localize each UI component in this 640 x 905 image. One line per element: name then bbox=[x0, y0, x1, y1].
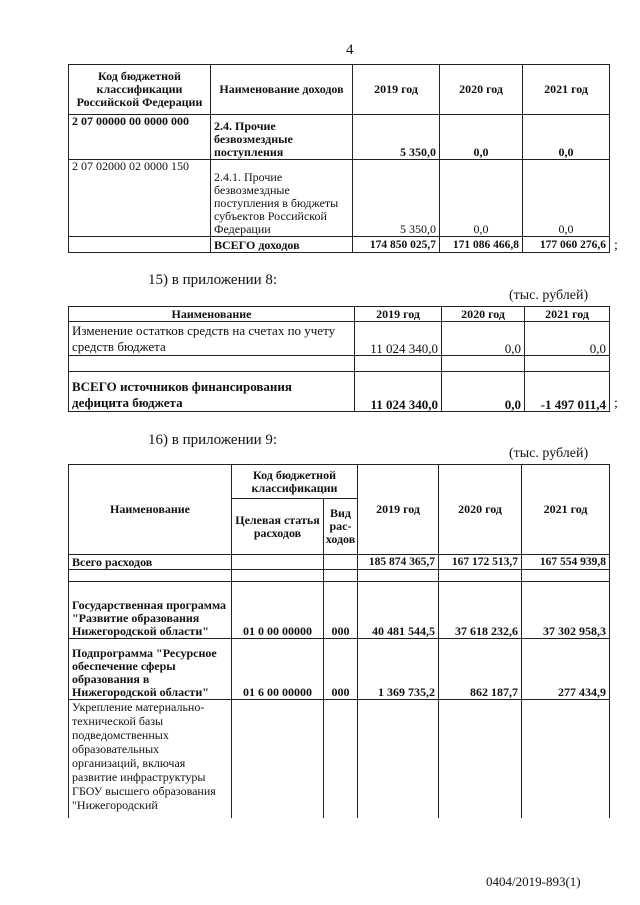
cell-2019: 40 481 544,5 bbox=[358, 582, 439, 639]
cell-name: 2.4. Прочие безвозмездные поступления bbox=[211, 115, 353, 160]
table-row-spacer bbox=[69, 356, 610, 372]
cell-2021: 0,0 bbox=[525, 322, 610, 356]
footer-document-code: 0404/2019-893(1) bbox=[486, 874, 581, 889]
cell-2021 bbox=[522, 700, 610, 818]
cell-code: 2 07 02000 02 0000 150 bbox=[69, 160, 211, 237]
header-2020: 2020 год bbox=[442, 307, 525, 322]
section15-end-mark: ; bbox=[614, 396, 618, 411]
table-row bbox=[69, 160, 610, 237]
cell-2021: 177 060 276,6 bbox=[523, 237, 610, 253]
cell-name: Государственная программа "Развитие образования Нижегородской области" bbox=[69, 582, 232, 639]
header-2021: 2021 год bbox=[525, 307, 610, 322]
cell-2019: 5 350,0 bbox=[353, 115, 440, 160]
section16-heading: 16) в приложении 9: bbox=[148, 432, 278, 448]
header-name: Наименование bbox=[69, 307, 355, 322]
cell-code bbox=[69, 237, 211, 253]
cell-2020: 171 086 466,8 bbox=[440, 237, 523, 253]
header-2021: 2021 год bbox=[523, 65, 610, 115]
cell-target: 01 0 00 00000 bbox=[232, 582, 324, 639]
cell-2020: 862 187,7 bbox=[439, 639, 522, 700]
cell-name: Укрепление материально-технической базы подведомственных образовательных организаций, включая развитие инфраструктуры ГБОУ высшего образования "Нижегородский bbox=[69, 700, 232, 818]
header-2019: 2019 год bbox=[358, 465, 439, 555]
cell-2020: 37 618 232,6 bbox=[439, 582, 522, 639]
cell-kind: 000 bbox=[324, 639, 358, 700]
header-2020: 2020 год bbox=[440, 65, 523, 115]
cell-2021: 37 302 958,3 bbox=[522, 582, 610, 639]
cell-2019: 185 874 365,7 bbox=[358, 555, 439, 570]
cell-2019: 5 350,0 bbox=[353, 160, 440, 237]
table-row bbox=[69, 322, 610, 356]
cell-2021: 167 554 939,8 bbox=[522, 555, 610, 570]
header-name: Наименование доходов bbox=[211, 65, 353, 115]
cell-kind: 000 bbox=[324, 582, 358, 639]
cell-2020: 0,0 bbox=[440, 115, 523, 160]
cell-code: 2 07 00000 00 0000 000 bbox=[69, 115, 211, 160]
cell-2019: 11 024 340,0 bbox=[355, 372, 442, 412]
table-row-spacer bbox=[69, 570, 610, 582]
cell-2019: 174 850 025,7 bbox=[353, 237, 440, 253]
cell-name: ВСЕГО доходов bbox=[211, 237, 353, 253]
table-row bbox=[69, 700, 610, 818]
table-row bbox=[69, 237, 610, 253]
cell-name: Подпрограмма "Ресурсное обеспечение сферы образования в Нижегородской области" bbox=[69, 639, 232, 700]
header-code-group: Код бюджетной классификации bbox=[232, 465, 358, 499]
cell-target bbox=[232, 555, 324, 570]
table1-end-mark: ; bbox=[614, 238, 618, 253]
cell-2021: 0,0 bbox=[523, 160, 610, 237]
income-table bbox=[68, 64, 610, 253]
cell-2020: 0,0 bbox=[440, 160, 523, 237]
expenses-table bbox=[68, 464, 610, 818]
section15-unit: (тыс. рублей) bbox=[509, 288, 589, 303]
cell-2020: 167 172 513,7 bbox=[439, 555, 522, 570]
cell-2019 bbox=[358, 700, 439, 818]
table-row bbox=[69, 639, 610, 700]
header-code: Код бюджетной классификации Российской Федерации bbox=[69, 65, 211, 115]
cell-2020: 0,0 bbox=[442, 322, 525, 356]
cell-name: 2.4.1. Прочие безвозмездные поступления в бюджеты субъектов Российской Федерации bbox=[211, 160, 353, 237]
table-row bbox=[69, 555, 610, 570]
cell-2021: -1 497 011,4 bbox=[525, 372, 610, 412]
header-2019: 2019 год bbox=[353, 65, 440, 115]
cell-name: ВСЕГО источников финансирования дефицита бюджета bbox=[69, 372, 355, 412]
header-name: Наименование bbox=[69, 465, 232, 555]
sources-table bbox=[68, 306, 610, 412]
header-2021: 2021 год bbox=[522, 465, 610, 555]
cell-2020: 0,0 bbox=[442, 372, 525, 412]
table-row bbox=[69, 115, 610, 160]
cell-2021: 277 434,9 bbox=[522, 639, 610, 700]
cell-2021: 0,0 bbox=[523, 115, 610, 160]
cell-name: Всего расходов bbox=[69, 555, 232, 570]
table-row bbox=[69, 582, 610, 639]
table-row bbox=[69, 372, 610, 412]
cell-name: Изменение остатков средств на счетах по учету средств бюджета bbox=[69, 322, 355, 356]
section15-heading: 15) в приложении 8: bbox=[148, 272, 278, 288]
cell-target bbox=[232, 700, 324, 818]
header-2020: 2020 год bbox=[439, 465, 522, 555]
header-kind: Вид рас-ходов bbox=[324, 499, 358, 555]
header-2019: 2019 год bbox=[355, 307, 442, 322]
header-target: Целевая статья расходов bbox=[232, 499, 324, 555]
cell-2019: 11 024 340,0 bbox=[355, 322, 442, 356]
cell-target: 01 6 00 00000 bbox=[232, 639, 324, 700]
cell-kind bbox=[324, 700, 358, 818]
cell-2020 bbox=[439, 700, 522, 818]
cell-2019: 1 369 735,2 bbox=[358, 639, 439, 700]
cell-kind bbox=[324, 555, 358, 570]
section16-unit: (тыс. рублей) bbox=[509, 446, 589, 461]
page-number: 4 bbox=[346, 42, 354, 58]
